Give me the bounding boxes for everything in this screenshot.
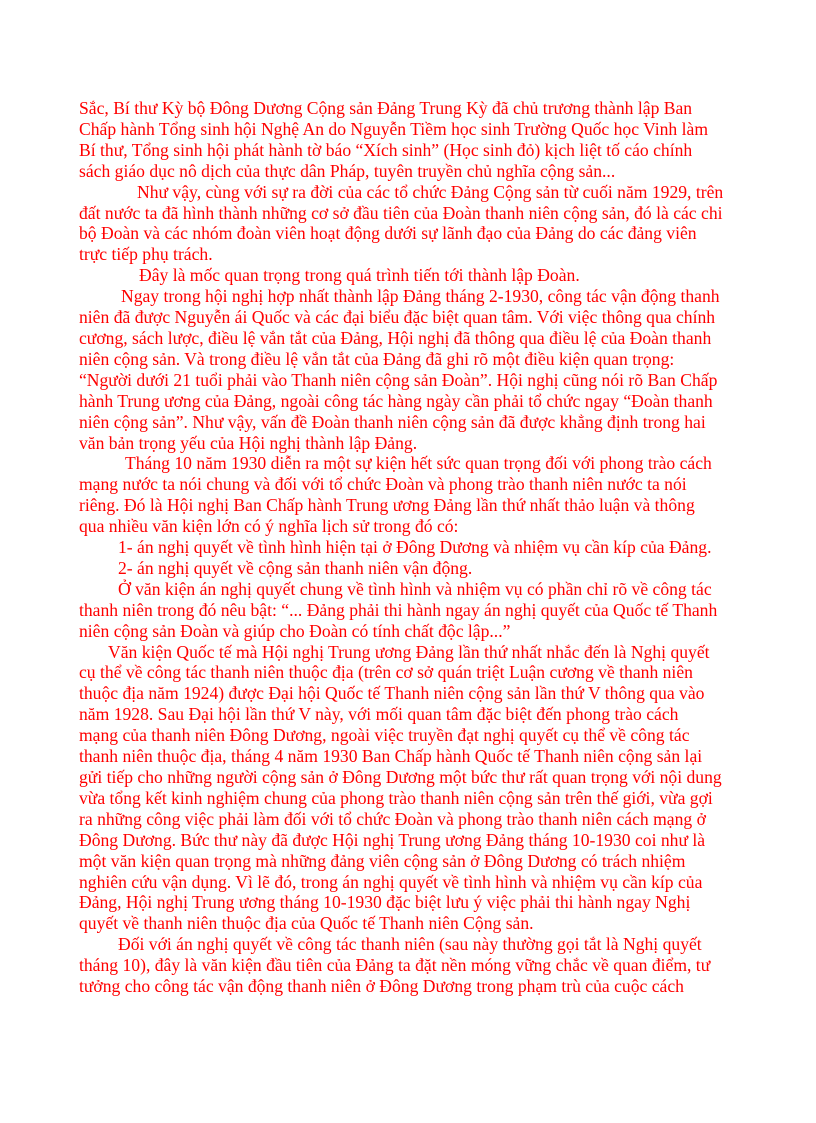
text-line: riêng. Đó là Hội nghị Ban Chấp hành Trung ương Đảng lần thứ nhất thảo luận và thông	[79, 495, 695, 516]
text-line: thuộc địa năm 1924) được Đại hội Quốc tế Thanh niên cộng sản lần thứ V thông qua vào	[79, 683, 705, 704]
text-line: sách giáo dục nô dịch của thực dân Pháp, tuyên truyền chủ nghĩa cộng sản...	[79, 160, 616, 181]
text-line: Chấp hành Tổng sinh hội Nghệ An do Nguyễn Tiềm học sinh Trường Quốc học Vinh làm	[79, 118, 709, 139]
text-line: cụ thể về công tác thanh niên thuộc địa (trên cơ sở quán triệt Luận cương về thanh niên	[79, 662, 693, 683]
text-line: năm 1928. Sau Đại hội lần thứ V này, với mối quan tâm đặc biệt đến phong trào cách	[79, 704, 679, 725]
text-line: 2- án nghị quyết về cộng sản thanh niên vận động.	[118, 557, 473, 578]
text-line: Đây là mốc quan trọng trong quá trình tiến tới thành lập Đoàn.	[139, 265, 580, 286]
text-line: cương, sách lược, điều lệ vắn tắt của Đảng, Hội nghị đã thông qua điều lệ của Đoàn thanh	[79, 327, 712, 348]
text-line: niên cộng sản Đoàn và giúp cho Đoàn có tính chất độc lập...”	[79, 620, 511, 641]
text-line: niên đã được Nguyễn ái Quốc và các đại biểu đặc biệt quan tâm. Với việc thông qua chính	[79, 307, 716, 328]
text-line: thanh niên thuộc địa, tháng 4 năm 1930 Ban Chấp hành Quốc tế Thanh niên cộng sản lại	[79, 746, 703, 767]
text-line: hành Trung ương của Đảng, ngoài công tác hàng ngày cần phải tổ chức ngay “Đoàn thanh	[79, 390, 713, 411]
text-line: mạng của thanh niên Đông Dương, ngoài việc truyền đạt nghị quyết cụ thể về công tác	[79, 725, 690, 746]
text-line: Văn kiện Quốc tế mà Hội nghị Trung ương Đảng lần thứ nhất nhắc đến là Nghị quyết	[108, 641, 710, 662]
text-line: Bí thư, Tổng sinh hội phát hành tờ báo “Xích sinh” (Học sinh đỏ) kịch liệt tố cáo chính	[79, 139, 693, 160]
text-line: vừa tổng kết kinh nghiệm chung của phong trào thanh niên cộng sản trên thế giới, vừa gợi	[79, 787, 713, 808]
text-line: văn bản trọng yếu của Hội nghị thành lập Đảng.	[79, 432, 418, 453]
text-line: Đảng, Hội nghị Trung ương tháng 10-1930 đặc biệt lưu ý việc phải thi hành ngay Nghị	[79, 892, 691, 913]
text-line: Ở văn kiện án nghị quyết chung về tình hình và nhiệm vụ có phần chỉ rõ về công tác	[118, 578, 712, 599]
text-line: Ngay trong hội nghị hợp nhất thành lập Đảng tháng 2-1930, công tác vận động thanh	[121, 286, 720, 307]
text-line: Như vậy, cùng với sự ra đời của các tổ chức Đảng Cộng sản từ cuối năm 1929, trên	[137, 181, 724, 202]
text-line: Tháng 10 năm 1930 diễn ra một sự kiện hết sức quan trọng đối với phong trào cách	[125, 453, 712, 474]
text-line: thanh niên trong đó nêu bật: “... Đảng phải thi hành ngay án nghị quyết của Quốc tế Thanh	[79, 599, 718, 620]
text-line: qua nhiều văn kiện lớn có ý nghĩa lịch sử trong đó có:	[79, 516, 459, 537]
text-line: mạng nước ta nói chung và đối với tổ chức Đoàn và phong trào thanh niên nước ta nói	[79, 474, 687, 495]
text-line: niên cộng sản. Và trong điều lệ vắn tắt của Đảng đã ghi rõ một điều kiện quan trọng:	[79, 348, 675, 369]
text-line: Sắc, Bí thư Kỳ bộ Đông Dương Cộng sản Đảng Trung Kỳ đã chủ trương thành lập Ban	[79, 98, 693, 118]
text-line: đất nước ta đã hình thành những cơ sở đầu tiên của Đoàn thanh niên cộng sản, đó là các chi	[79, 202, 723, 223]
document-body	[79, 98, 759, 997]
text-line: nghiên cứu vận dụng. Vì lẽ đó, trong án nghị quyết về tình hình và nhiệm vụ cần kíp của	[79, 871, 703, 892]
text-line: Đối với án nghị quyết về công tác thanh niên (sau này thường gọi tắt là Nghị quyết	[118, 934, 702, 955]
text-line: gửi tiếp cho những người cộng sản ở Đông Dương một bức thư rất quan trọng với nội dung	[79, 767, 722, 787]
text-line: một văn kiện quan trọng mà những đảng viên cộng sản ở Đông Dương có trách nhiệm	[79, 850, 686, 871]
text-line: tháng 10), đây là văn kiện đầu tiên của Đảng ta đặt nền móng vững chắc về quan điểm, tư	[79, 955, 711, 976]
text-line: quyết về thanh niên thuộc địa của Quốc tế Thanh niên Cộng sản.	[79, 913, 534, 934]
text-line: ra những công việc phải làm đối với tổ chức Đoàn và phong trào thanh niên cách mạng ở	[79, 808, 706, 829]
text-line: Đông Dương. Bức thư này đã được Hội nghị Trung ương Đảng tháng 10-1930 coi như là	[79, 829, 706, 850]
text-line: 1- án nghị quyết về tình hình hiện tại ở Đông Dương và nhiệm vụ cần kíp của Đảng.	[118, 537, 712, 558]
text-line: “Người dưới 21 tuổi phải vào Thanh niên cộng sản Đoàn”. Hội nghị cũng nói rõ Ban Chấp	[79, 369, 718, 390]
text-line: bộ Đoàn và các nhóm đoàn viên hoạt động dưới sự lãnh đạo của Đảng do các đảng viên	[79, 223, 697, 244]
text-line: niên cộng sản”. Như vậy, vấn đề Đoàn thanh niên cộng sản đã được khẳng định trong hai	[79, 411, 706, 432]
text-line: tưởng cho công tác vận động thanh niên ở Đông Dương trong phạm trù của cuộc cách	[79, 976, 684, 997]
text-line: trực tiếp phụ trách.	[79, 244, 213, 265]
